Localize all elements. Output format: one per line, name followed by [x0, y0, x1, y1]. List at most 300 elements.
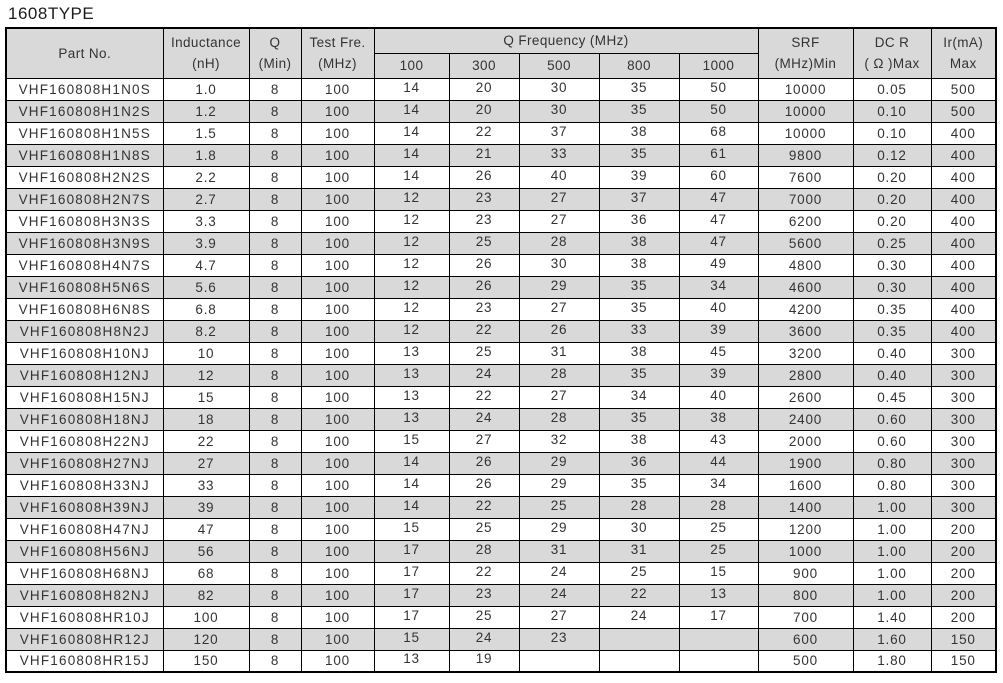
header-dcr: [853, 28, 931, 78]
cell-dcr: 1.00: [853, 496, 931, 518]
cell-q-1000: 34: [679, 276, 758, 298]
table-row: [6, 452, 996, 474]
cell-q-800: 33: [599, 320, 679, 342]
cell-q-min: 8: [249, 452, 301, 474]
header-q-frequency-group: Q Frequency (MHz): [374, 28, 758, 53]
cell-q-300: 27: [449, 430, 519, 452]
cell-q-800: 38: [599, 254, 679, 276]
cell-q-500: 23: [519, 628, 599, 650]
cell-inductance: 39: [163, 496, 249, 518]
cell-q-min: 8: [249, 188, 301, 210]
table-row: [6, 210, 996, 232]
cell-q-800: 35: [599, 100, 679, 122]
cell-srf: 4200: [758, 298, 853, 320]
cell-q-1000: 47: [679, 210, 758, 232]
cell-ir: 400: [931, 276, 996, 298]
cell-q-300: 24: [449, 628, 519, 650]
cell-inductance: 120: [163, 628, 249, 650]
cell-q-800: 35: [599, 298, 679, 320]
header-q-unit: (Min): [258, 55, 292, 71]
cell-q-300: 22: [449, 562, 519, 584]
cell-srf: 1400: [758, 496, 853, 518]
cell-ir: 300: [931, 408, 996, 430]
cell-q-500: 30: [519, 254, 599, 276]
table-row: [6, 342, 996, 364]
cell-q-100: 14: [374, 122, 449, 144]
cell-q-min: 8: [249, 408, 301, 430]
cell-ir: 200: [931, 584, 996, 606]
cell-ir: 400: [931, 166, 996, 188]
table-row: [6, 166, 996, 188]
cell-q-300: 25: [449, 606, 519, 628]
cell-q-300: 19: [449, 650, 519, 672]
cell-q-100: 12: [374, 210, 449, 232]
table-row: [6, 386, 996, 408]
cell-ir: 200: [931, 518, 996, 540]
cell-q-min: 8: [249, 518, 301, 540]
cell-q-1000: 25: [679, 540, 758, 562]
header-ir-line1: Ir(mA): [943, 34, 984, 50]
cell-inductance: 2.7: [163, 188, 249, 210]
cell-q-min: 8: [249, 650, 301, 672]
cell-inductance: 15: [163, 386, 249, 408]
cell-srf: 1000: [758, 540, 853, 562]
cell-q-500: 40: [519, 166, 599, 188]
cell-q-300: 20: [449, 78, 519, 100]
cell-q-300: 26: [449, 452, 519, 474]
cell-srf: 6200: [758, 210, 853, 232]
cell-q-100: 15: [374, 518, 449, 540]
cell-q-800: 36: [599, 452, 679, 474]
header-q-freq-100: 100: [374, 53, 449, 78]
header-q-freq-800: 800: [599, 53, 679, 78]
cell-dcr: 0.45: [853, 386, 931, 408]
cell-dcr: 0.20: [853, 188, 931, 210]
cell-q-800: 35: [599, 144, 679, 166]
cell-part-no: VHF160808H18NJ: [6, 408, 163, 430]
cell-q-1000: 49: [679, 254, 758, 276]
cell-q-300: 23: [449, 210, 519, 232]
cell-srf: 2600: [758, 386, 853, 408]
header-q-freq-500: 500: [519, 53, 599, 78]
cell-q-500: 31: [519, 540, 599, 562]
cell-q-1000: 39: [679, 320, 758, 342]
cell-q-100: 17: [374, 584, 449, 606]
cell-test-fre: 100: [301, 188, 374, 210]
cell-dcr: 1.00: [853, 562, 931, 584]
cell-q-min: 8: [249, 276, 301, 298]
cell-dcr: 0.10: [853, 122, 931, 144]
cell-test-fre: 100: [301, 606, 374, 628]
cell-q-500: 30: [519, 100, 599, 122]
cell-q-500: 24: [519, 562, 599, 584]
cell-test-fre: 100: [301, 628, 374, 650]
cell-q-500: 29: [519, 518, 599, 540]
cell-q-500: 27: [519, 606, 599, 628]
cell-q-500: 27: [519, 298, 599, 320]
cell-ir: 400: [931, 320, 996, 342]
cell-test-fre: 100: [301, 166, 374, 188]
cell-test-fre: 100: [301, 474, 374, 496]
cell-test-fre: 100: [301, 276, 374, 298]
cell-dcr: 0.60: [853, 408, 931, 430]
cell-ir: 150: [931, 628, 996, 650]
cell-srf: 1200: [758, 518, 853, 540]
table-row: [6, 606, 996, 628]
cell-q-300: 22: [449, 320, 519, 342]
cell-q-min: 8: [249, 78, 301, 100]
cell-q-100: 15: [374, 628, 449, 650]
table-row: [6, 122, 996, 144]
cell-q-min: 8: [249, 496, 301, 518]
cell-dcr: 0.10: [853, 100, 931, 122]
cell-q-min: 8: [249, 562, 301, 584]
cell-part-no: VHF160808H33NJ: [6, 474, 163, 496]
cell-inductance: 47: [163, 518, 249, 540]
cell-q-100: 13: [374, 408, 449, 430]
cell-q-100: 13: [374, 650, 449, 672]
cell-q-500: 32: [519, 430, 599, 452]
cell-srf: 3200: [758, 342, 853, 364]
cell-srf: 9800: [758, 144, 853, 166]
cell-part-no: VHF160808H3N9S: [6, 232, 163, 254]
cell-test-fre: 100: [301, 496, 374, 518]
cell-ir: 300: [931, 342, 996, 364]
cell-q-300: 21: [449, 144, 519, 166]
cell-srf: 2400: [758, 408, 853, 430]
cell-part-no: VHF160808H47NJ: [6, 518, 163, 540]
cell-part-no: VHF160808H4N7S: [6, 254, 163, 276]
header-srf-unit: (MHz)Min: [774, 55, 837, 71]
cell-srf: 10000: [758, 78, 853, 100]
cell-test-fre: 100: [301, 78, 374, 100]
table-body: [6, 78, 996, 672]
cell-dcr: 0.35: [853, 298, 931, 320]
cell-part-no: VHF160808H68NJ: [6, 562, 163, 584]
cell-inductance: 1.8: [163, 144, 249, 166]
cell-q-1000: 17: [679, 606, 758, 628]
cell-ir: 300: [931, 474, 996, 496]
cell-q-1000: 15: [679, 562, 758, 584]
cell-dcr: 1.00: [853, 540, 931, 562]
cell-q-300: 26: [449, 474, 519, 496]
header-test-fre-unit: (MHz): [318, 55, 357, 71]
table-row: [6, 100, 996, 122]
cell-q-min: 8: [249, 386, 301, 408]
table-row: [6, 320, 996, 342]
table-row: [6, 298, 996, 320]
cell-q-min: 8: [249, 364, 301, 386]
header-dcr-unit: ( Ω )Max: [864, 55, 920, 71]
cell-q-800: 30: [599, 518, 679, 540]
cell-q-800: 31: [599, 540, 679, 562]
cell-ir: 500: [931, 78, 996, 100]
table-row: [6, 188, 996, 210]
cell-q-500: 31: [519, 342, 599, 364]
cell-q-300: 23: [449, 298, 519, 320]
cell-test-fre: 100: [301, 144, 374, 166]
header-q-freq-300: 300: [449, 53, 519, 78]
cell-part-no: VHF160808HR12J: [6, 628, 163, 650]
cell-srf: 2800: [758, 364, 853, 386]
table-row: [6, 650, 996, 672]
cell-ir: 400: [931, 144, 996, 166]
cell-srf: 700: [758, 606, 853, 628]
cell-dcr: 0.05: [853, 78, 931, 100]
cell-q-300: 22: [449, 386, 519, 408]
cell-dcr: 0.25: [853, 232, 931, 254]
table-row: [6, 628, 996, 650]
cell-q-min: 8: [249, 298, 301, 320]
cell-q-1000: 39: [679, 364, 758, 386]
cell-part-no: VHF160808H1N5S: [6, 122, 163, 144]
cell-q-500: 29: [519, 452, 599, 474]
cell-ir: 400: [931, 122, 996, 144]
cell-q-300: 25: [449, 342, 519, 364]
cell-q-800: 24: [599, 606, 679, 628]
cell-q-300: 20: [449, 100, 519, 122]
cell-q-300: 23: [449, 584, 519, 606]
cell-q-1000: 28: [679, 496, 758, 518]
cell-q-300: 22: [449, 496, 519, 518]
cell-inductance: 2.2: [163, 166, 249, 188]
header-part-no: Part No.: [6, 28, 163, 78]
cell-part-no: VHF160808H27NJ: [6, 452, 163, 474]
cell-srf: 500: [758, 650, 853, 672]
cell-q-100: 12: [374, 276, 449, 298]
cell-q-1000: 43: [679, 430, 758, 452]
cell-test-fre: 100: [301, 364, 374, 386]
cell-q-100: 14: [374, 452, 449, 474]
cell-test-fre: 100: [301, 386, 374, 408]
cell-ir: 400: [931, 210, 996, 232]
cell-inductance: 1.2: [163, 100, 249, 122]
cell-q-1000: 40: [679, 298, 758, 320]
cell-srf: 4800: [758, 254, 853, 276]
cell-q-100: 17: [374, 562, 449, 584]
cell-test-fre: 100: [301, 540, 374, 562]
table-row: [6, 232, 996, 254]
cell-part-no: VHF160808H39NJ: [6, 496, 163, 518]
cell-q-800: 28: [599, 496, 679, 518]
cell-q-500: 37: [519, 122, 599, 144]
cell-q-800: 35: [599, 408, 679, 430]
cell-part-no: VHF160808H56NJ: [6, 540, 163, 562]
cell-q-500: 24: [519, 584, 599, 606]
cell-dcr: 1.00: [853, 518, 931, 540]
cell-q-min: 8: [249, 254, 301, 276]
header-inductance: [163, 28, 249, 78]
cell-q-300: 24: [449, 364, 519, 386]
cell-q-500: 27: [519, 386, 599, 408]
table-row: [6, 496, 996, 518]
cell-test-fre: 100: [301, 562, 374, 584]
cell-q-500: [519, 650, 599, 672]
cell-inductance: 1.5: [163, 122, 249, 144]
cell-q-300: 28: [449, 540, 519, 562]
cell-srf: 7600: [758, 166, 853, 188]
cell-ir: 300: [931, 430, 996, 452]
cell-part-no: VHF160808H2N7S: [6, 188, 163, 210]
cell-test-fre: 100: [301, 232, 374, 254]
cell-q-min: 8: [249, 540, 301, 562]
cell-q-300: 22: [449, 122, 519, 144]
cell-ir: 500: [931, 100, 996, 122]
cell-srf: 1900: [758, 452, 853, 474]
cell-q-800: 35: [599, 364, 679, 386]
cell-q-300: 25: [449, 518, 519, 540]
header-test-fre-line1: Test Fre.: [309, 34, 366, 50]
cell-q-500: 29: [519, 276, 599, 298]
cell-q-500: 28: [519, 408, 599, 430]
cell-dcr: 0.30: [853, 276, 931, 298]
cell-q-100: 12: [374, 254, 449, 276]
table-header: [6, 28, 996, 78]
cell-q-800: 38: [599, 430, 679, 452]
cell-q-100: 13: [374, 364, 449, 386]
cell-q-500: 29: [519, 474, 599, 496]
cell-ir: 200: [931, 562, 996, 584]
cell-q-1000: 45: [679, 342, 758, 364]
cell-q-800: 38: [599, 232, 679, 254]
cell-inductance: 10: [163, 342, 249, 364]
cell-q-1000: 13: [679, 584, 758, 606]
cell-test-fre: 100: [301, 342, 374, 364]
cell-inductance: 150: [163, 650, 249, 672]
header-q-line1: Q: [269, 34, 281, 50]
cell-q-1000: 40: [679, 386, 758, 408]
cell-q-300: 23: [449, 188, 519, 210]
cell-test-fre: 100: [301, 298, 374, 320]
cell-srf: 2000: [758, 430, 853, 452]
cell-part-no: VHF160808H10NJ: [6, 342, 163, 364]
cell-q-500: 27: [519, 210, 599, 232]
cell-inductance: 22: [163, 430, 249, 452]
cell-dcr: 1.40: [853, 606, 931, 628]
cell-q-min: 8: [249, 122, 301, 144]
cell-inductance: 12: [163, 364, 249, 386]
header-srf-line1: SRF: [791, 34, 820, 50]
cell-q-800: 35: [599, 474, 679, 496]
table-row: [6, 562, 996, 584]
cell-srf: 3600: [758, 320, 853, 342]
cell-dcr: 1.00: [853, 584, 931, 606]
cell-ir: 400: [931, 188, 996, 210]
cell-inductance: 56: [163, 540, 249, 562]
cell-q-100: 14: [374, 166, 449, 188]
cell-inductance: 4.7: [163, 254, 249, 276]
cell-inductance: 6.8: [163, 298, 249, 320]
cell-inductance: 1.0: [163, 78, 249, 100]
cell-q-min: 8: [249, 430, 301, 452]
cell-srf: 10000: [758, 100, 853, 122]
datasheet-page: [0, 4, 1003, 683]
cell-dcr: 0.80: [853, 474, 931, 496]
cell-q-min: 8: [249, 166, 301, 188]
cell-q-min: 8: [249, 100, 301, 122]
cell-q-500: 30: [519, 78, 599, 100]
cell-q-1000: 38: [679, 408, 758, 430]
cell-test-fre: 100: [301, 430, 374, 452]
cell-dcr: 0.80: [853, 452, 931, 474]
table-row: [6, 408, 996, 430]
cell-q-1000: 44: [679, 452, 758, 474]
cell-part-no: VHF160808H1N2S: [6, 100, 163, 122]
cell-q-800: 34: [599, 386, 679, 408]
cell-part-no: VHF160808H15NJ: [6, 386, 163, 408]
cell-inductance: 27: [163, 452, 249, 474]
cell-ir: 300: [931, 386, 996, 408]
cell-srf: 10000: [758, 122, 853, 144]
cell-inductance: 3.9: [163, 232, 249, 254]
cell-q-800: 39: [599, 166, 679, 188]
table-row: [6, 518, 996, 540]
cell-q-800: 35: [599, 78, 679, 100]
cell-q-300: 24: [449, 408, 519, 430]
cell-test-fre: 100: [301, 584, 374, 606]
header-inductance-line1: Inductance: [170, 34, 242, 50]
cell-q-300: 25: [449, 232, 519, 254]
cell-part-no: VHF160808H1N8S: [6, 144, 163, 166]
table-row: [6, 78, 996, 100]
cell-dcr: 0.60: [853, 430, 931, 452]
header-srf: [758, 28, 853, 78]
cell-dcr: 0.40: [853, 364, 931, 386]
table-row: [6, 430, 996, 452]
cell-q-1000: 50: [679, 100, 758, 122]
cell-dcr: 1.80: [853, 650, 931, 672]
cell-q-min: 8: [249, 232, 301, 254]
cell-dcr: 1.60: [853, 628, 931, 650]
cell-q-800: 22: [599, 584, 679, 606]
cell-inductance: 18: [163, 408, 249, 430]
cell-test-fre: 100: [301, 650, 374, 672]
cell-srf: 7000: [758, 188, 853, 210]
cell-q-500: 28: [519, 364, 599, 386]
cell-dcr: 0.30: [853, 254, 931, 276]
cell-q-800: [599, 650, 679, 672]
cell-inductance: 3.3: [163, 210, 249, 232]
cell-q-1000: 25: [679, 518, 758, 540]
cell-test-fre: 100: [301, 210, 374, 232]
cell-part-no: VHF160808HR15J: [6, 650, 163, 672]
cell-q-500: 25: [519, 496, 599, 518]
cell-q-300: 26: [449, 166, 519, 188]
cell-q-100: 13: [374, 386, 449, 408]
cell-q-min: 8: [249, 210, 301, 232]
cell-q-100: 15: [374, 430, 449, 452]
header-q-freq-1000: 1000: [679, 53, 758, 78]
cell-q-500: 33: [519, 144, 599, 166]
cell-q-100: 17: [374, 540, 449, 562]
cell-q-min: 8: [249, 320, 301, 342]
cell-q-100: 14: [374, 496, 449, 518]
cell-inductance: 8.2: [163, 320, 249, 342]
header-ir: [931, 28, 996, 78]
header-test-fre: [301, 28, 374, 78]
cell-ir: 300: [931, 452, 996, 474]
cell-test-fre: 100: [301, 320, 374, 342]
cell-test-fre: 100: [301, 452, 374, 474]
cell-inductance: 5.6: [163, 276, 249, 298]
cell-q-min: 8: [249, 474, 301, 496]
cell-ir: 400: [931, 254, 996, 276]
cell-srf: 1600: [758, 474, 853, 496]
header-ir-unit: Max: [949, 55, 977, 71]
cell-q-100: 14: [374, 144, 449, 166]
cell-part-no: VHF160808H12NJ: [6, 364, 163, 386]
cell-q-300: 26: [449, 276, 519, 298]
